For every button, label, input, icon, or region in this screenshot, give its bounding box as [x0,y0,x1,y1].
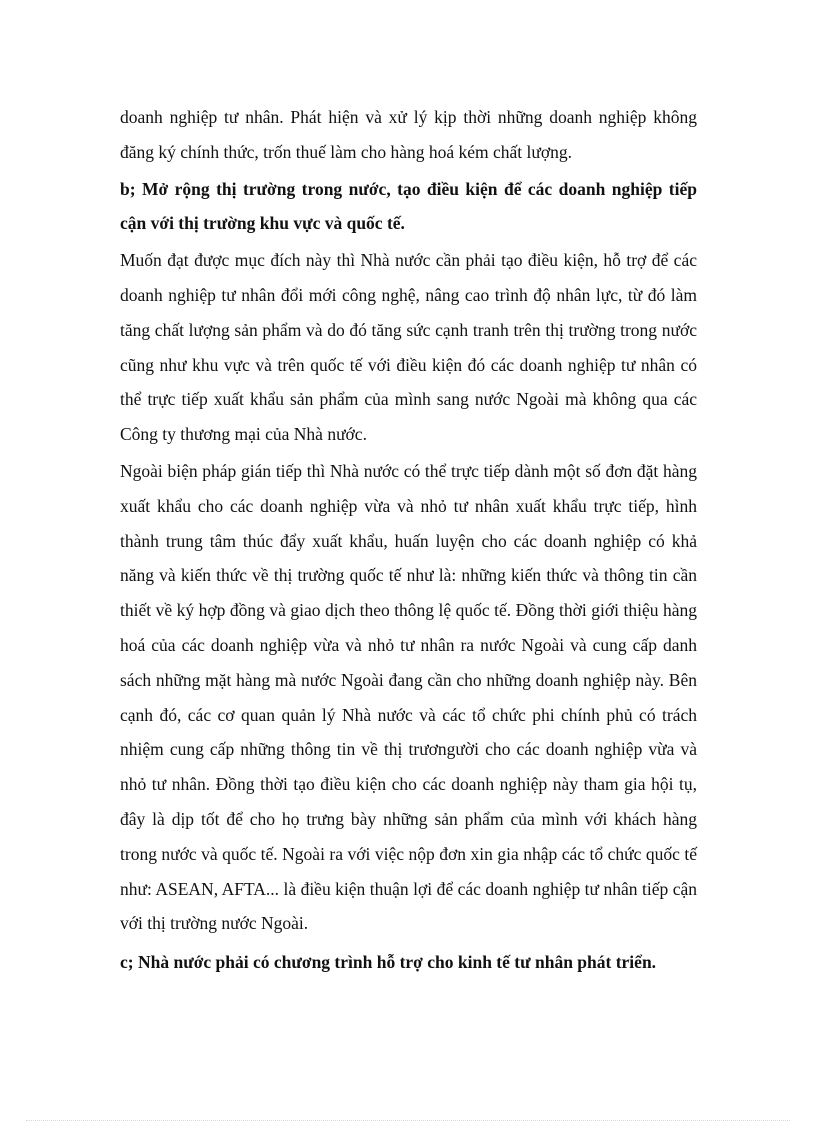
paragraph-continuation: doanh nghiệp tư nhân. Phát hiện và xử lý kịp thời những doanh nghiệp không đăng ký chính thức, trốn thuế làm cho hàng hoá kém chất lượng. [120,107,697,162]
section-heading-b: b; Mở rộng thị trường trong nước, tạo điều kiện để các doanh nghiệp tiếp cận với thị trường khu vực và quốc tế. [120,178,697,234]
section-heading-c: c; Nhà nước phải có chương trình hỗ trợ cho kinh tế tư nhân phát triển. [120,952,657,973]
paragraph-direct-support: Ngoài biện pháp gián tiếp thì Nhà nước có thể trực tiếp dành một số đơn đặt hàng xuất khẩu cho các doanh nghiệp vừa và nhỏ tư nhân xuất khẩu trực tiếp, hình thành trung tâm thúc đẩy xuất khẩu, huấn luyện cho các doanh nghiệp có khả năng và kiến thức về thị trường quốc tế như là: những kiến thức và thông tin cần thiết về ký hợp đồng và giao dịch theo thông lệ quốc tế. Đồng thời giới thiệu hàng hoá của các doanh nghiệp vừa và nhỏ tư nhân ra nước Ngoài và cung cấp danh sách những mặt hàng mà nước Ngoài đang cần cho những doanh nghiệp này. Bên cạnh đó, các cơ quan quản lý Nhà nước và các tổ chức phi chính phủ có trách nhiệm cung cấp những thông tin về thị trươngười cho các doanh nghiệp vừa và nhỏ tư nhân. Đồng thời tạo điều kiện cho các doanh nghiệp này tham gia hội tụ, đây là dịp tốt để cho họ trưng bày những sản phẩm của mình với khách hàng trong nước và quốc tế. Ngoài ra với việc nộp đơn xin gia nhập các tổ chức quốc tế như: ASEAN, AFTA... là điều kiện thuận lợi để các doanh nghiệp tư nhân tiếp cận với thị trường nước Ngoài. [120,460,697,934]
page-bottom-rule [26,1120,790,1121]
document-body [120,100,697,980]
paragraph-market-expansion: Muốn đạt được mục đích này thì Nhà nước cần phải tạo điều kiện, hỗ trợ để các doanh nghiệp tư nhân đổi mới công nghệ, nâng cao trình độ nhân lực, từ đó làm tăng chất lượng sản phẩm và do đó tăng sức cạnh tranh trên thị trường trong nước cũng như khu vực và trên quốc tế với điều kiện đó các doanh nghiệp tư nhân có thể trực tiếp xuất khẩu sản phẩm của mình sang nước Ngoài mà không qua các Công ty thương mại của Nhà nước. [120,250,697,445]
